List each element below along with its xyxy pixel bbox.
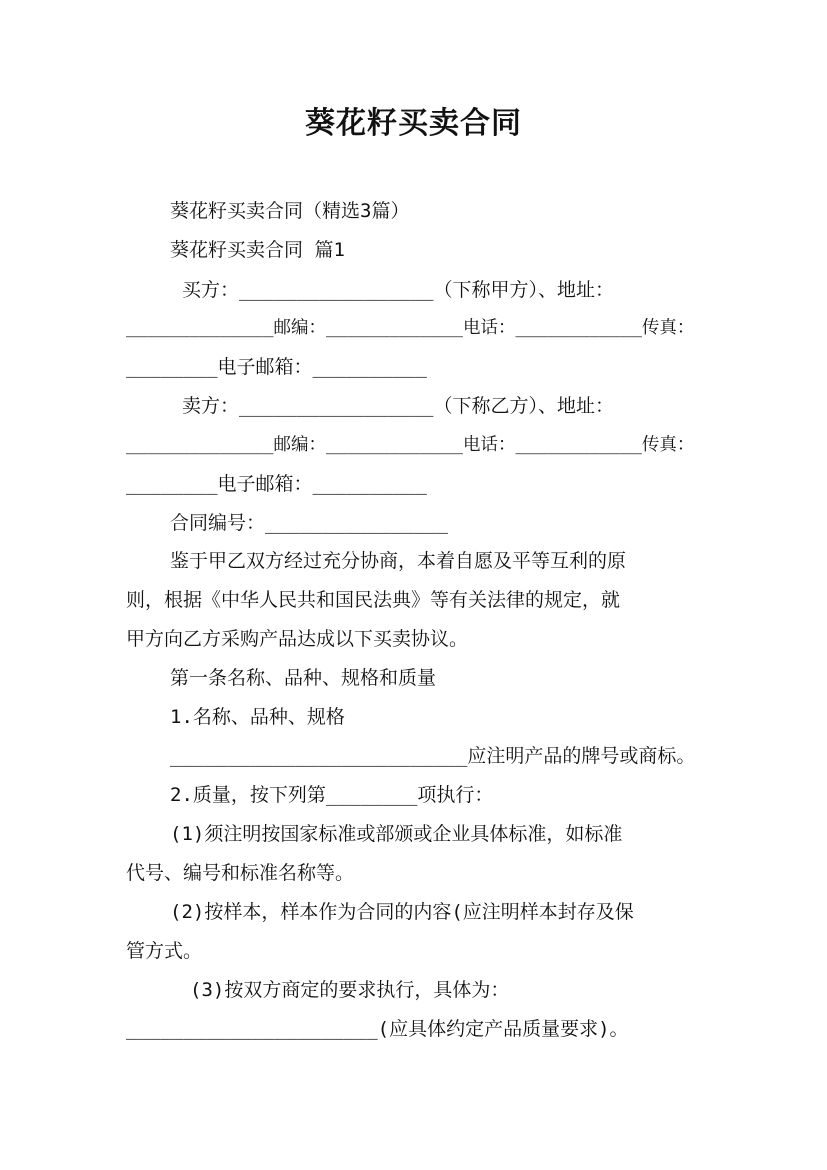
article-heading: 第一条名称、品种、规格和质量	[170, 667, 437, 689]
paragraph-line: 则，根据《中华人民共和国民法典》等有关法律的规定，就	[126, 589, 621, 611]
seller-line: 卖方：_________________（下称乙方）、地址：	[182, 395, 614, 417]
clause-line: __________________________应注明产品的牌号或商标。	[170, 745, 696, 767]
clause-line: (3)按双方商定的要求执行，具体为：	[190, 979, 510, 1001]
seller-email-line: ________电子邮箱：__________	[126, 473, 427, 495]
subtitle-line: 葵花籽买卖合同（精选3篇）	[170, 200, 410, 222]
clause-line: (1)须注明按国家标准或部颁或企业具体标准，如标准	[170, 823, 623, 845]
buyer-email-line: ________电子邮箱：__________	[126, 356, 427, 378]
paragraph-line: 甲方向乙方采购产品达成以下买卖协议。	[126, 628, 469, 650]
clause-line: 代号、编号和标准名称等。	[126, 862, 355, 884]
clause-line: ______________________(应具体约定产品质量要求)。	[126, 1018, 629, 1040]
clause-line: 管方式。	[126, 940, 203, 962]
buyer-contact-line: ______________邮编：_____________电话：____________传真：	[126, 318, 695, 338]
contract-number-line: 合同编号：________________	[170, 512, 449, 534]
clause-line: (2)按样本，样本作为合同的内容(应注明样本封存及保	[170, 901, 634, 923]
clause-line: 2.质量，按下列第________项执行：	[170, 784, 494, 806]
document-title: 葵花籽买卖合同	[305, 106, 522, 141]
section-heading: 葵花籽买卖合同 篇1	[170, 239, 345, 261]
seller-contact-line: ______________邮编：_____________电话：____________传真：	[126, 435, 695, 455]
clause-line: 1.名称、品种、规格	[170, 706, 345, 728]
paragraph-line: 鉴于甲乙双方经过充分协商，本着自愿及平等互利的原	[170, 550, 627, 572]
buyer-line: 买方：_________________（下称甲方）、地址：	[182, 279, 614, 301]
